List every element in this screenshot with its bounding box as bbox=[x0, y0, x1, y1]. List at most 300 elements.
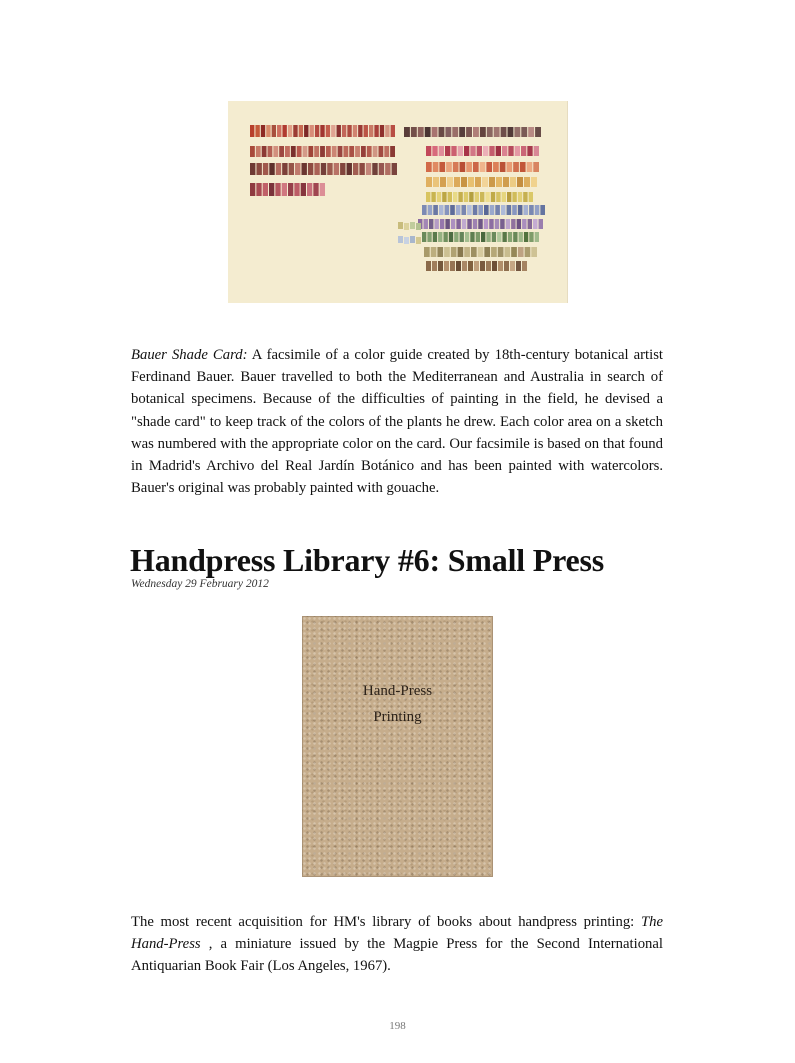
swatch bbox=[338, 146, 343, 157]
swatch bbox=[449, 232, 453, 242]
swatch bbox=[276, 163, 281, 175]
swatch bbox=[353, 125, 357, 137]
swatch bbox=[314, 163, 319, 175]
swatch bbox=[527, 146, 532, 156]
swatch bbox=[476, 232, 480, 242]
swatch bbox=[410, 236, 415, 243]
swatch bbox=[535, 127, 541, 137]
swatch bbox=[502, 192, 506, 202]
swatch bbox=[256, 163, 261, 175]
swatch bbox=[496, 146, 501, 156]
swatch bbox=[308, 163, 313, 175]
swatch bbox=[443, 232, 447, 242]
swatch bbox=[508, 232, 512, 242]
swatch bbox=[308, 146, 313, 157]
swatch bbox=[426, 261, 431, 271]
swatch bbox=[527, 162, 533, 172]
book-cover-image bbox=[302, 616, 493, 877]
swatch bbox=[429, 219, 433, 229]
swatch bbox=[451, 219, 455, 229]
swatch bbox=[528, 127, 534, 137]
swatch bbox=[442, 192, 446, 202]
swatch bbox=[340, 163, 345, 175]
swatch bbox=[256, 183, 261, 196]
swatch bbox=[269, 163, 274, 175]
swatch bbox=[467, 205, 472, 215]
swatch bbox=[517, 177, 523, 187]
swatch bbox=[372, 163, 377, 175]
swatch bbox=[361, 146, 366, 157]
swatch bbox=[540, 205, 545, 215]
swatch bbox=[489, 146, 494, 156]
swatch bbox=[291, 146, 296, 157]
swatch bbox=[426, 192, 430, 202]
swatch bbox=[268, 146, 273, 157]
swatch bbox=[518, 247, 524, 257]
swatch bbox=[459, 127, 465, 137]
swatch bbox=[426, 177, 432, 187]
swatch bbox=[432, 261, 437, 271]
swatch bbox=[444, 247, 450, 257]
swatch bbox=[522, 261, 527, 271]
swatch bbox=[521, 146, 526, 156]
swatch bbox=[320, 125, 324, 137]
swatch bbox=[454, 232, 458, 242]
swatch bbox=[450, 261, 455, 271]
swatch bbox=[498, 247, 504, 257]
swatch bbox=[439, 127, 445, 137]
swatch bbox=[433, 162, 439, 172]
swatch bbox=[309, 125, 313, 137]
swatch bbox=[332, 146, 337, 157]
swatch bbox=[522, 219, 526, 229]
swatch bbox=[506, 162, 512, 172]
swatch bbox=[416, 223, 421, 230]
swatch bbox=[465, 232, 469, 242]
shade-card-swatches bbox=[228, 101, 567, 303]
swatch bbox=[450, 205, 455, 215]
swatch bbox=[391, 125, 395, 137]
swatch bbox=[458, 192, 462, 202]
swatch bbox=[490, 205, 495, 215]
swatch bbox=[369, 125, 373, 137]
swatch bbox=[511, 219, 515, 229]
swatch bbox=[486, 261, 491, 271]
swatch bbox=[474, 261, 479, 271]
swatch bbox=[484, 205, 489, 215]
swatch bbox=[432, 146, 437, 156]
swatch bbox=[256, 146, 261, 157]
swatch bbox=[491, 192, 495, 202]
swatch bbox=[521, 127, 527, 137]
swatch bbox=[507, 192, 511, 202]
swatch bbox=[492, 261, 497, 271]
swatch bbox=[426, 162, 432, 172]
swatch bbox=[448, 192, 452, 202]
swatch bbox=[466, 127, 472, 137]
swatch bbox=[535, 205, 540, 215]
swatch bbox=[446, 162, 452, 172]
swatch bbox=[486, 162, 492, 172]
swatch bbox=[331, 125, 335, 137]
swatch bbox=[517, 219, 521, 229]
swatch bbox=[355, 146, 360, 157]
swatch bbox=[288, 183, 293, 196]
swatch bbox=[416, 237, 421, 244]
swatch bbox=[461, 177, 467, 187]
swatch bbox=[466, 162, 472, 172]
swatch bbox=[504, 247, 510, 257]
swatch bbox=[297, 146, 302, 157]
swatch bbox=[380, 125, 384, 137]
swatch bbox=[529, 205, 534, 215]
swatch bbox=[510, 261, 515, 271]
swatch bbox=[533, 162, 539, 172]
swatch bbox=[411, 127, 417, 137]
swatch bbox=[289, 163, 294, 175]
swatch bbox=[451, 146, 456, 156]
swatch bbox=[404, 237, 409, 244]
swatch bbox=[263, 163, 268, 175]
shade-card-image bbox=[228, 101, 568, 303]
swatch bbox=[250, 163, 255, 175]
swatch bbox=[475, 192, 479, 202]
swatch bbox=[513, 232, 517, 242]
swatch bbox=[269, 183, 274, 196]
swatch bbox=[447, 177, 453, 187]
swatch bbox=[456, 261, 461, 271]
swatch bbox=[293, 125, 297, 137]
swatch bbox=[473, 205, 478, 215]
book-cover-line-2: Printing bbox=[373, 709, 422, 725]
swatch bbox=[501, 127, 507, 137]
swatch bbox=[512, 205, 517, 215]
swatch bbox=[272, 125, 276, 137]
swatch bbox=[461, 205, 466, 215]
swatch bbox=[378, 146, 383, 157]
swatch bbox=[524, 177, 530, 187]
swatch bbox=[320, 146, 325, 157]
swatch bbox=[462, 219, 466, 229]
swatch bbox=[503, 177, 509, 187]
swatch bbox=[469, 192, 473, 202]
swatch bbox=[440, 177, 446, 187]
swatch bbox=[295, 163, 300, 175]
swatch bbox=[486, 232, 490, 242]
swatch bbox=[426, 146, 431, 156]
swatch bbox=[367, 146, 372, 157]
swatch bbox=[347, 163, 352, 175]
swatch bbox=[432, 127, 438, 137]
swatch bbox=[516, 261, 521, 271]
swatch bbox=[518, 205, 523, 215]
swatch bbox=[440, 219, 444, 229]
swatch bbox=[496, 192, 500, 202]
swatch bbox=[364, 125, 368, 137]
swatch bbox=[307, 183, 312, 196]
swatch bbox=[484, 247, 490, 257]
swatch bbox=[438, 232, 442, 242]
swatch bbox=[464, 146, 469, 156]
swatch bbox=[520, 162, 526, 172]
swatch bbox=[478, 247, 484, 257]
swatch bbox=[424, 247, 430, 257]
swatch bbox=[428, 205, 433, 215]
swatch bbox=[304, 125, 308, 137]
swatch bbox=[484, 219, 488, 229]
swatch bbox=[422, 205, 427, 215]
swatch bbox=[342, 125, 346, 137]
post-book-title: The Hand-Press bbox=[131, 914, 663, 953]
swatch bbox=[507, 205, 512, 215]
swatch bbox=[282, 183, 287, 196]
swatch bbox=[478, 205, 483, 215]
swatch bbox=[347, 125, 351, 137]
swatch bbox=[445, 219, 449, 229]
swatch bbox=[500, 162, 506, 172]
swatch bbox=[492, 232, 496, 242]
swatch bbox=[261, 125, 265, 137]
swatch bbox=[464, 192, 468, 202]
swatch bbox=[315, 125, 319, 137]
swatch bbox=[418, 127, 424, 137]
swatch bbox=[477, 146, 482, 156]
book-cover-title bbox=[302, 678, 493, 730]
swatch bbox=[481, 232, 485, 242]
swatch bbox=[275, 183, 280, 196]
swatch bbox=[480, 261, 485, 271]
swatch bbox=[299, 125, 303, 137]
swatch bbox=[303, 146, 308, 157]
swatch bbox=[470, 146, 475, 156]
swatch bbox=[456, 219, 460, 229]
swatch bbox=[523, 205, 528, 215]
swatch bbox=[437, 192, 441, 202]
swatch bbox=[374, 125, 378, 137]
swatch bbox=[529, 232, 533, 242]
swatch bbox=[506, 219, 510, 229]
swatch bbox=[366, 163, 371, 175]
swatch bbox=[445, 205, 450, 215]
swatch bbox=[501, 205, 506, 215]
swatch bbox=[263, 183, 268, 196]
swatch bbox=[422, 232, 426, 242]
swatch bbox=[439, 162, 445, 172]
swatch bbox=[349, 146, 354, 157]
swatch bbox=[273, 146, 278, 157]
swatch bbox=[508, 127, 514, 137]
swatch bbox=[301, 163, 306, 175]
swatch bbox=[452, 127, 458, 137]
swatch bbox=[313, 183, 318, 196]
page-number: 198 bbox=[389, 1020, 406, 1032]
swatch bbox=[497, 232, 501, 242]
swatch bbox=[502, 232, 506, 242]
swatch bbox=[379, 163, 384, 175]
swatch bbox=[431, 192, 435, 202]
swatch bbox=[445, 127, 451, 137]
swatch bbox=[326, 125, 330, 137]
swatch bbox=[320, 183, 325, 196]
swatch bbox=[433, 232, 437, 242]
swatch bbox=[321, 163, 326, 175]
swatch bbox=[534, 146, 539, 156]
swatch bbox=[493, 162, 499, 172]
swatch bbox=[359, 163, 364, 175]
swatch bbox=[489, 219, 493, 229]
swatch bbox=[277, 125, 281, 137]
swatch bbox=[518, 192, 522, 202]
swatch bbox=[513, 162, 519, 172]
swatch bbox=[454, 177, 460, 187]
swatch bbox=[525, 247, 531, 257]
swatch bbox=[498, 261, 503, 271]
swatch bbox=[495, 205, 500, 215]
swatch bbox=[294, 183, 299, 196]
post-rest: , a miniature issued by the Magpie Press for the Second International Antiquarian Book Fair (Los Angeles, 1967). bbox=[131, 936, 663, 975]
swatch bbox=[483, 146, 488, 156]
swatch bbox=[523, 192, 527, 202]
swatch bbox=[358, 125, 362, 137]
swatch bbox=[491, 247, 497, 257]
swatch bbox=[514, 127, 520, 137]
swatch bbox=[535, 232, 539, 242]
swatch bbox=[531, 177, 537, 187]
swatch bbox=[266, 125, 270, 137]
swatch bbox=[343, 146, 348, 157]
swatch bbox=[433, 177, 439, 187]
swatch bbox=[500, 219, 504, 229]
swatch bbox=[404, 223, 409, 230]
swatch bbox=[453, 162, 459, 172]
swatch bbox=[458, 247, 464, 257]
swatch bbox=[404, 127, 410, 137]
swatch bbox=[531, 247, 537, 257]
swatch bbox=[427, 232, 431, 242]
swatch bbox=[439, 146, 444, 156]
swatch bbox=[529, 192, 533, 202]
swatch bbox=[508, 146, 513, 156]
swatch bbox=[288, 125, 292, 137]
swatch bbox=[468, 261, 473, 271]
swatch bbox=[439, 205, 444, 215]
swatch bbox=[510, 177, 516, 187]
swatch bbox=[453, 192, 457, 202]
swatch bbox=[496, 177, 502, 187]
swatch bbox=[390, 146, 395, 157]
swatch bbox=[314, 146, 319, 157]
swatch bbox=[495, 219, 499, 229]
swatch bbox=[373, 146, 378, 157]
swatch bbox=[279, 146, 284, 157]
swatch bbox=[385, 125, 389, 137]
swatch bbox=[451, 247, 457, 257]
swatch bbox=[475, 177, 481, 187]
swatch bbox=[282, 163, 287, 175]
swatch bbox=[285, 146, 290, 157]
swatch bbox=[515, 146, 520, 156]
swatch bbox=[384, 146, 389, 157]
swatch bbox=[250, 125, 254, 137]
post-intro: The most recent acquisition for HM's library of books about handpress printing: bbox=[131, 914, 641, 930]
swatch bbox=[423, 219, 427, 229]
swatch bbox=[438, 261, 443, 271]
swatch bbox=[262, 146, 267, 157]
swatch bbox=[489, 177, 495, 187]
swatch bbox=[480, 162, 486, 172]
caption-title: Bauer Shade Card: bbox=[131, 347, 248, 363]
swatch bbox=[473, 219, 477, 229]
swatch bbox=[494, 127, 500, 137]
book-cover-line-1: Hand-Press bbox=[362, 683, 433, 699]
swatch bbox=[434, 219, 438, 229]
swatch bbox=[425, 127, 431, 137]
swatch bbox=[456, 205, 461, 215]
swatch bbox=[471, 247, 477, 257]
swatch bbox=[460, 232, 464, 242]
swatch bbox=[334, 163, 339, 175]
swatch bbox=[473, 127, 479, 137]
swatch bbox=[326, 146, 331, 157]
swatch bbox=[458, 146, 463, 156]
swatch bbox=[398, 236, 403, 243]
swatch bbox=[445, 146, 450, 156]
swatch bbox=[487, 127, 493, 137]
post-title: Handpress Library #6: Small Press bbox=[130, 542, 605, 578]
swatch bbox=[524, 232, 528, 242]
swatch bbox=[473, 162, 479, 172]
swatch bbox=[539, 219, 543, 229]
swatch bbox=[250, 183, 255, 196]
swatch bbox=[511, 247, 517, 257]
swatch bbox=[468, 177, 474, 187]
swatch bbox=[533, 219, 537, 229]
post-body bbox=[131, 911, 663, 978]
caption-text: A facsimile of a color guide created by 18th-century botanical artist Ferdinand Bauer. Bauer travelled to both the Mediterranean and Australia in search of botanical specimens. Because of the difficulties of painting in the field, he devised a "shade card" to keep track of the colors of the plants he drew. Each color area on a sketch was numbered with the appropriate color on the card. Our facsimile is based on that found in Madrid's Archivo del Real Jardín Botánico and has been painted with watercolors. Bauer's original was probably painted with gouache. bbox=[131, 347, 663, 497]
swatch bbox=[519, 232, 523, 242]
swatch bbox=[282, 125, 286, 137]
swatch bbox=[398, 222, 403, 229]
swatch bbox=[301, 183, 306, 196]
swatch bbox=[353, 163, 358, 175]
swatch bbox=[444, 261, 449, 271]
swatch bbox=[480, 127, 486, 137]
swatch bbox=[460, 162, 466, 172]
swatch bbox=[250, 146, 255, 157]
post-date: Wednesday 29 February 2012 bbox=[131, 578, 269, 590]
swatch bbox=[480, 192, 484, 202]
swatch bbox=[437, 247, 443, 257]
shade-card-caption bbox=[131, 344, 663, 499]
swatch bbox=[433, 205, 438, 215]
swatch bbox=[504, 261, 509, 271]
swatch bbox=[410, 222, 415, 229]
swatch bbox=[478, 219, 482, 229]
swatch bbox=[485, 192, 489, 202]
swatch bbox=[467, 219, 471, 229]
swatch bbox=[392, 163, 397, 175]
swatch bbox=[512, 192, 516, 202]
swatch bbox=[431, 247, 437, 257]
swatch bbox=[502, 146, 507, 156]
swatch bbox=[528, 219, 532, 229]
swatch bbox=[462, 261, 467, 271]
swatch bbox=[470, 232, 474, 242]
swatch bbox=[327, 163, 332, 175]
swatch bbox=[385, 163, 390, 175]
swatch bbox=[482, 177, 488, 187]
swatch bbox=[464, 247, 470, 257]
